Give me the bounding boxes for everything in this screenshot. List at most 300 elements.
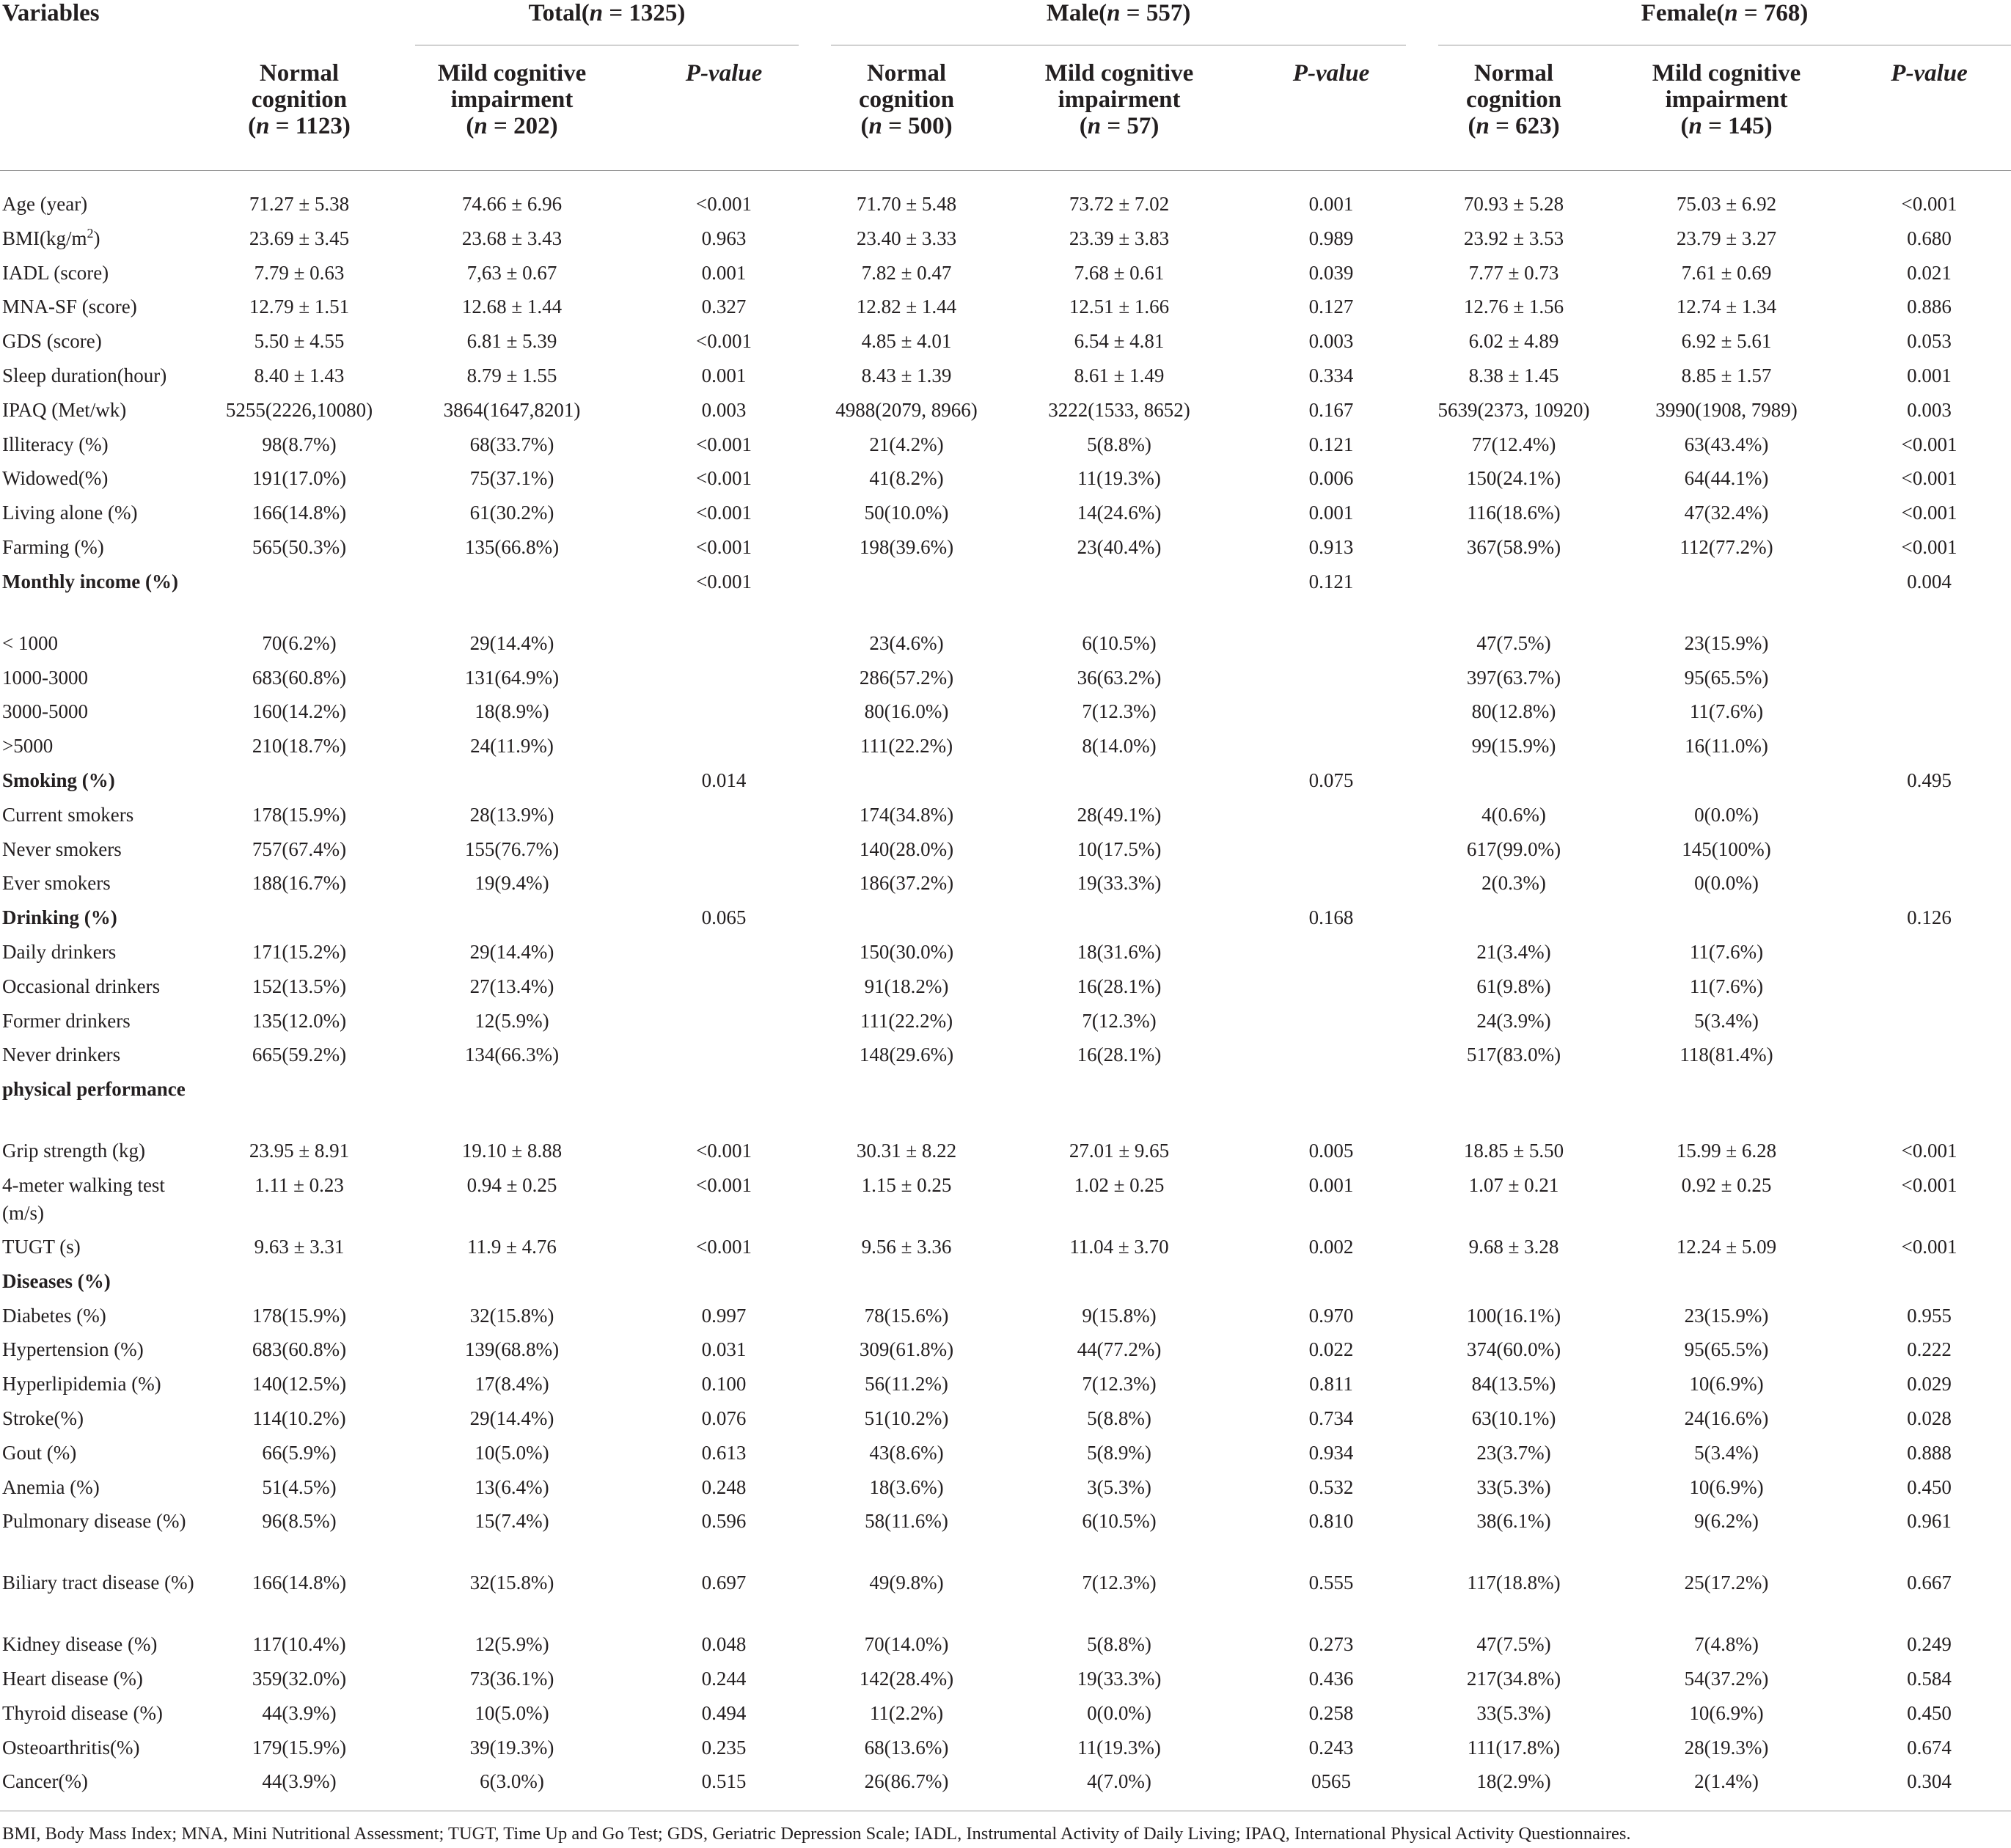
table-cell: 7(12.3%) bbox=[1082, 1373, 1157, 1396]
table-cell: 7(4.8%) bbox=[1694, 1633, 1759, 1656]
table-cell: 16(28.1%) bbox=[1077, 1044, 1162, 1066]
table-cell: 9.56 ± 3.36 bbox=[861, 1235, 952, 1258]
group-header-label: Female(n = 768) bbox=[1438, 0, 2011, 45]
table-cell: 68(33.7%) bbox=[469, 433, 554, 455]
table-cell: 71.70 ± 5.48 bbox=[856, 193, 957, 215]
table-cell: 70(6.2%) bbox=[262, 631, 337, 654]
table-row bbox=[0, 1731, 2011, 1765]
table-cell bbox=[1240, 626, 1422, 661]
table-row bbox=[0, 901, 2011, 935]
table-cell: <0.001 bbox=[1901, 1235, 1957, 1258]
table-row bbox=[0, 935, 2011, 969]
table-row bbox=[0, 1436, 2011, 1470]
table-row bbox=[0, 1696, 2011, 1731]
row-label: Farming (%) bbox=[2, 535, 104, 558]
table-cell: 0.031 bbox=[701, 1338, 747, 1361]
table-cell: 4.85 ± 4.01 bbox=[861, 330, 952, 353]
table-cell: 23.95 ± 8.91 bbox=[249, 1140, 350, 1162]
row-label: Pulmonary disease (%) bbox=[2, 1510, 186, 1533]
table-cell bbox=[1240, 729, 1422, 763]
table-cell: 0.734 bbox=[1308, 1407, 1354, 1429]
table-cell bbox=[1240, 935, 1422, 969]
table-cell: 80(16.0%) bbox=[864, 700, 949, 723]
table-cell: 8.79 ± 1.55 bbox=[466, 364, 557, 386]
table-cell: <0.001 bbox=[1901, 535, 1957, 558]
table-cell bbox=[1422, 901, 1605, 935]
table-footnote: BMI, Body Mass Index; MNA, Mini Nutritional Assessment; TUGT, Time Up and Go Test; GDS, Geriatric Depression Scale; IADL, Instrumental Activity of Daily Living; IPAQ, International Physical Activity Questionnaires. bbox=[2, 1824, 1631, 1844]
table-cell: 25(17.2%) bbox=[1684, 1572, 1769, 1594]
table-cell: 2(1.4%) bbox=[1605, 1764, 1847, 1811]
table-cell: 150(24.1%) bbox=[1466, 467, 1561, 490]
table-cell: 166(14.8%) bbox=[252, 502, 347, 524]
pvalue-header: P-value bbox=[1240, 45, 1422, 171]
table-row bbox=[0, 969, 2011, 1004]
table-cell: 75(37.1%) bbox=[469, 467, 554, 490]
table-cell: 1.15 ± 0.25 bbox=[861, 1173, 952, 1196]
table-cell: 114(10.2%) bbox=[252, 1407, 346, 1429]
table-cell: <0.001 bbox=[696, 467, 752, 490]
table-row bbox=[0, 221, 2011, 256]
table-cell bbox=[208, 565, 391, 626]
table-cell: 0.014 bbox=[701, 769, 747, 791]
table-cell: 0.273 bbox=[1308, 1633, 1354, 1656]
table-cell bbox=[1605, 565, 1847, 626]
table-row bbox=[0, 171, 2011, 221]
table-cell: 12.68 ± 1.44 bbox=[461, 296, 563, 318]
table-cell: 134(66.3%) bbox=[464, 1044, 560, 1066]
table-cell: 4988(2079, 8966) bbox=[835, 398, 978, 421]
table-cell: 19(33.3%) bbox=[1077, 1668, 1162, 1690]
table-cell: 23(40.4%) bbox=[1077, 535, 1162, 558]
table-cell: 5(3.4%) bbox=[1694, 1009, 1759, 1032]
table-cell: 0.334 bbox=[1308, 364, 1354, 386]
table-cell: 11.04 ± 3.70 bbox=[1069, 1235, 1169, 1258]
table-cell bbox=[1847, 935, 2011, 969]
row-label: Ever smokers bbox=[2, 872, 111, 895]
row-label: GDS (score) bbox=[2, 330, 102, 353]
table-cell: 29(14.4%) bbox=[469, 631, 554, 654]
table-cell: 3864(1647,8201) bbox=[443, 398, 581, 421]
table-cell bbox=[633, 694, 815, 729]
table-row bbox=[0, 290, 2011, 324]
table-cell bbox=[208, 1072, 391, 1134]
table-cell: 0.126 bbox=[1907, 906, 1952, 929]
table-cell bbox=[633, 935, 815, 969]
table-cell bbox=[1422, 565, 1605, 626]
table-cell: 74.66 ± 6.96 bbox=[461, 193, 563, 215]
table-cell: 23.79 ± 3.27 bbox=[1676, 227, 1777, 249]
row-label: Osteoarthritis(%) bbox=[2, 1736, 140, 1759]
table-cell: 0.450 bbox=[1907, 1475, 1952, 1498]
table-cell: 26(86.7%) bbox=[815, 1764, 998, 1811]
table-cell: 9.68 ± 3.28 bbox=[1468, 1235, 1559, 1258]
table-cell: 9(6.2%) bbox=[1694, 1510, 1759, 1533]
table-cell bbox=[1240, 866, 1422, 901]
table-cell: 6(3.0%) bbox=[391, 1764, 633, 1811]
table-cell: 18(2.9%) bbox=[1422, 1764, 1605, 1811]
table-cell: 32(15.8%) bbox=[469, 1304, 554, 1327]
table-cell: 27(13.4%) bbox=[469, 975, 554, 997]
table-cell: 178(15.9%) bbox=[252, 803, 347, 826]
table-cell: <0.001 bbox=[696, 535, 752, 558]
table-cell: 0.004 bbox=[1907, 570, 1952, 593]
table-cell: 0.495 bbox=[1907, 769, 1952, 791]
table-row bbox=[0, 256, 2011, 290]
variables-header: Variables bbox=[2, 0, 100, 26]
table-cell: 73(36.1%) bbox=[469, 1668, 554, 1690]
table-cell bbox=[391, 763, 633, 798]
table-cell: 12.76 ± 1.56 bbox=[1463, 296, 1564, 318]
header-spacer bbox=[0, 45, 208, 171]
table-cell: 17(8.4%) bbox=[475, 1373, 549, 1396]
table-cell: 135(66.8%) bbox=[464, 535, 560, 558]
table-cell bbox=[633, 661, 815, 695]
table-cell: 7.82 ± 0.47 bbox=[861, 261, 952, 284]
table-cell: 12.79 ± 1.51 bbox=[249, 296, 350, 318]
table-cell: <0.001 bbox=[696, 1140, 752, 1162]
table-cell bbox=[633, 832, 815, 867]
table-cell: 117(18.8%) bbox=[1467, 1572, 1561, 1594]
table-row bbox=[0, 1134, 2011, 1168]
table-cell bbox=[1847, 1264, 2011, 1299]
table-cell: 10(6.9%) bbox=[1689, 1373, 1764, 1396]
table-cell: 12(5.9%) bbox=[475, 1009, 549, 1032]
table-cell: 70(14.0%) bbox=[864, 1633, 949, 1656]
table-cell: 6.02 ± 4.89 bbox=[1468, 330, 1559, 353]
table-cell: 0.005 bbox=[1308, 1140, 1354, 1162]
table-cell bbox=[1240, 661, 1422, 695]
row-label: Heart disease (%) bbox=[2, 1668, 143, 1690]
table-cell: 0.003 bbox=[1907, 398, 1952, 421]
table-cell: 0.532 bbox=[1308, 1475, 1354, 1498]
subcolumn-header: Mild cognitive impairment (n = 145) bbox=[1605, 45, 1847, 171]
table-cell: 10(6.9%) bbox=[1689, 1475, 1764, 1498]
table-cell: 5(8.8%) bbox=[1087, 433, 1151, 455]
table-cell: 0.680 bbox=[1907, 227, 1952, 249]
table-cell: 19(33.3%) bbox=[1077, 872, 1162, 895]
table-cell: 3(5.3%) bbox=[1087, 1475, 1151, 1498]
table-cell: 77(12.4%) bbox=[1471, 433, 1556, 455]
table-cell: 1.11 ± 0.23 bbox=[254, 1173, 344, 1196]
table-cell: 15.99 ± 6.28 bbox=[1676, 1140, 1777, 1162]
table-cell: 49(9.8%) bbox=[869, 1572, 944, 1594]
table-cell bbox=[1847, 832, 2011, 867]
table-cell bbox=[1422, 1264, 1605, 1299]
table-cell: 0.100 bbox=[701, 1373, 747, 1396]
table-cell: 8.40 ± 1.43 bbox=[254, 364, 345, 386]
table-cell: 0.248 bbox=[701, 1475, 747, 1498]
table-cell: 24(16.6%) bbox=[1684, 1407, 1769, 1429]
table-cell bbox=[1240, 798, 1422, 832]
table-cell: <0.001 bbox=[696, 1235, 752, 1258]
table-cell bbox=[1847, 729, 2011, 763]
table-cell: 0.235 bbox=[701, 1736, 747, 1759]
row-label: Thyroid disease (%) bbox=[2, 1701, 163, 1724]
group-header bbox=[815, 0, 1422, 45]
row-label: Diabetes (%) bbox=[2, 1304, 106, 1327]
table-cell: 142(28.4%) bbox=[859, 1668, 954, 1690]
table-cell: 63(10.1%) bbox=[1471, 1407, 1556, 1429]
table-cell: 4(7.0%) bbox=[998, 1764, 1240, 1811]
table-cell: 0.001 bbox=[1308, 502, 1354, 524]
table-cell: 44(77.2%) bbox=[1077, 1338, 1162, 1361]
row-label: Diseases (%) bbox=[2, 1269, 111, 1292]
table-cell bbox=[633, 626, 815, 661]
table-cell: 0.258 bbox=[1308, 1701, 1354, 1724]
table-cell: 75.03 ± 6.92 bbox=[1676, 193, 1777, 215]
table-cell: 0.450 bbox=[1907, 1701, 1952, 1724]
table-cell: 0.065 bbox=[701, 906, 747, 929]
table-cell: 5639(2373, 10920) bbox=[1437, 398, 1590, 421]
table-cell bbox=[1847, 626, 2011, 661]
table-cell: 51(4.5%) bbox=[262, 1475, 337, 1498]
table-cell: 309(61.8%) bbox=[859, 1338, 954, 1361]
table-cell bbox=[391, 901, 633, 935]
table-cell: <0.001 bbox=[1901, 193, 1957, 215]
table-cell: 217(34.8%) bbox=[1466, 1668, 1561, 1690]
table-cell: 7(12.3%) bbox=[1082, 1009, 1157, 1032]
table-cell bbox=[633, 1038, 815, 1072]
row-label: Stroke(%) bbox=[2, 1407, 84, 1429]
table-cell: 16(28.1%) bbox=[1077, 975, 1162, 997]
table-cell: 80(12.8%) bbox=[1471, 700, 1556, 723]
table-cell bbox=[633, 1072, 815, 1134]
table-cell bbox=[1240, 694, 1422, 729]
table-cell: 145(100%) bbox=[1682, 837, 1771, 860]
table-row bbox=[0, 1168, 2011, 1230]
table-cell: 116(18.6%) bbox=[1467, 502, 1561, 524]
table-cell: 0.243 bbox=[1308, 1736, 1354, 1759]
table-cell: <0.001 bbox=[1901, 433, 1957, 455]
row-label: >5000 bbox=[2, 735, 54, 758]
table-row bbox=[0, 565, 2011, 626]
table-cell bbox=[1847, 1004, 2011, 1038]
table-cell: 43(8.6%) bbox=[869, 1441, 944, 1464]
table-cell: 5(8.8%) bbox=[1087, 1407, 1151, 1429]
table-cell: 63(43.4%) bbox=[1684, 433, 1769, 455]
table-cell: 23.40 ± 3.33 bbox=[856, 227, 957, 249]
table-row bbox=[0, 428, 2011, 462]
table-cell: 1.07 ± 0.21 bbox=[1468, 1173, 1559, 1196]
table-cell: 0.955 bbox=[1907, 1304, 1952, 1327]
table-cell bbox=[208, 763, 391, 798]
table-cell: 18(8.9%) bbox=[475, 700, 549, 723]
table-cell bbox=[998, 565, 1240, 626]
table-cell bbox=[1605, 763, 1847, 798]
table-cell: 36(63.2%) bbox=[1077, 666, 1162, 689]
table-cell bbox=[1605, 901, 1847, 935]
table-cell: 111(22.2%) bbox=[860, 1009, 953, 1032]
table-cell: 0(0.0%) bbox=[1694, 872, 1759, 895]
table-cell: 0.222 bbox=[1907, 1338, 1952, 1361]
table-row bbox=[0, 393, 2011, 428]
table-cell: 6(10.5%) bbox=[1082, 631, 1157, 654]
table-cell: 0.075 bbox=[1308, 769, 1354, 791]
table-cell: 16(11.0%) bbox=[1685, 735, 1768, 758]
table-cell: 117(10.4%) bbox=[252, 1633, 346, 1656]
table-cell: 178(15.9%) bbox=[252, 1304, 347, 1327]
table-cell: <0.001 bbox=[696, 433, 752, 455]
table-cell: 44(3.9%) bbox=[262, 1701, 337, 1724]
table-cell: 174(34.8%) bbox=[859, 803, 954, 826]
table-cell: 23.68 ± 3.43 bbox=[461, 227, 563, 249]
table-cell: 0.244 bbox=[701, 1668, 747, 1690]
table-cell: 148(29.6%) bbox=[859, 1044, 954, 1066]
table-cell: 0.888 bbox=[1907, 1441, 1952, 1464]
table-cell: 155(76.7%) bbox=[464, 837, 560, 860]
table-cell: 0.001 bbox=[1907, 364, 1952, 386]
table-cell: 0.249 bbox=[1907, 1633, 1952, 1656]
table-cell: <0.001 bbox=[696, 330, 752, 353]
table-cell: 23(15.9%) bbox=[1684, 631, 1769, 654]
table-cell: 0.003 bbox=[701, 398, 747, 421]
table-cell: 0.002 bbox=[1308, 1235, 1354, 1258]
table-row bbox=[0, 626, 2011, 661]
row-label: $BMI(kg/m^2)$ bbox=[2, 225, 100, 249]
table-cell: 374(60.0%) bbox=[1466, 1338, 1561, 1361]
table-cell: 0.934 bbox=[1308, 1441, 1354, 1464]
table-row bbox=[0, 496, 2011, 530]
group-header bbox=[1422, 0, 2011, 45]
table-cell bbox=[1847, 969, 2011, 1004]
table-cell: 0.997 bbox=[701, 1304, 747, 1327]
table-cell: 367(58.9%) bbox=[1466, 535, 1561, 558]
table-row bbox=[0, 1566, 2011, 1627]
table-cell: 565(50.3%) bbox=[252, 535, 347, 558]
table-cell: 21(4.2%) bbox=[869, 433, 944, 455]
table-cell bbox=[1240, 1004, 1422, 1038]
table-cell: 58(11.6%) bbox=[865, 1510, 948, 1533]
table-cell bbox=[633, 866, 815, 901]
table-cell: 0.029 bbox=[1907, 1373, 1952, 1396]
table-cell: 12.74 ± 1.34 bbox=[1676, 296, 1777, 318]
row-label: < 1000 bbox=[2, 631, 58, 654]
table-cell: 0.886 bbox=[1907, 296, 1952, 318]
table-row bbox=[0, 866, 2011, 901]
table-cell bbox=[633, 969, 815, 1004]
table-cell: 32(15.8%) bbox=[469, 1572, 554, 1594]
row-label: TUGT (s) bbox=[2, 1235, 81, 1258]
row-label: Never smokers bbox=[2, 837, 122, 860]
table-cell: 47(32.4%) bbox=[1684, 502, 1769, 524]
table-cell: 29(14.4%) bbox=[469, 1407, 554, 1429]
table-cell: 19.10 ± 8.88 bbox=[461, 1140, 563, 1162]
table-cell: 23.39 ± 3.83 bbox=[1069, 227, 1170, 249]
table-row bbox=[0, 694, 2011, 729]
table-cell: <0.001 bbox=[1901, 1173, 1957, 1196]
row-label: Age (year) bbox=[2, 193, 88, 215]
table-cell bbox=[815, 763, 998, 798]
table-cell: 7,63 ± 0.67 bbox=[466, 261, 557, 284]
table-cell: 0.167 bbox=[1308, 398, 1354, 421]
subcolumn-header: Normal cognition (n = 500) bbox=[815, 45, 998, 171]
table-cell: 617(99.0%) bbox=[1466, 837, 1561, 860]
table-cell bbox=[815, 901, 998, 935]
table-cell: 73.72 ± 7.02 bbox=[1069, 193, 1170, 215]
table-cell: 0.053 bbox=[1907, 330, 1952, 353]
table-cell bbox=[633, 798, 815, 832]
row-label: Hypertension (%) bbox=[2, 1338, 144, 1361]
table-cell: 397(63.7%) bbox=[1466, 666, 1561, 689]
table-cell bbox=[391, 1264, 633, 1299]
table-cell: 0565 bbox=[1240, 1764, 1422, 1811]
row-label: Daily drinkers bbox=[2, 940, 117, 963]
table-cell bbox=[633, 1264, 815, 1299]
table-cell: 0.028 bbox=[1907, 1407, 1952, 1429]
table-cell: 10(5.0%) bbox=[475, 1441, 549, 1464]
table-cell: 95(65.5%) bbox=[1684, 1338, 1769, 1361]
table-cell: 11(19.3%) bbox=[1077, 467, 1161, 490]
header-row-groups bbox=[0, 0, 2011, 45]
subcolumn-header: Normal cognition (n = 623) bbox=[1422, 45, 1605, 171]
table-cell: 0.001 bbox=[701, 364, 747, 386]
row-label: Grip strength (kg) bbox=[2, 1140, 145, 1162]
row-label: Occasional drinkers bbox=[2, 975, 161, 997]
table-cell: 38(6.1%) bbox=[1476, 1510, 1551, 1533]
table-row bbox=[0, 1332, 2011, 1367]
table-cell: 100(16.1%) bbox=[1466, 1304, 1561, 1327]
table-row bbox=[0, 359, 2011, 393]
table-cell: 0.913 bbox=[1308, 535, 1354, 558]
table-row bbox=[0, 1401, 2011, 1436]
table-cell: 517(83.0%) bbox=[1466, 1044, 1561, 1066]
table-row bbox=[0, 763, 2011, 798]
table-cell: 0.048 bbox=[701, 1633, 747, 1656]
table-cell: 6(10.5%) bbox=[1082, 1510, 1157, 1533]
table-row bbox=[0, 1038, 2011, 1072]
table-cell: 39(19.3%) bbox=[469, 1736, 554, 1759]
table-cell: 683(60.8%) bbox=[252, 1338, 347, 1361]
table-cell: 198(39.6%) bbox=[859, 535, 954, 558]
table-cell bbox=[208, 1264, 391, 1299]
table-cell: 166(14.8%) bbox=[252, 1572, 347, 1594]
table-cell bbox=[1605, 1072, 1847, 1134]
table-cell: <0.001 bbox=[696, 502, 752, 524]
table-cell: 18(31.6%) bbox=[1077, 940, 1162, 963]
row-label: Kidney disease (%) bbox=[2, 1633, 158, 1656]
table-cell: 7.68 ± 0.61 bbox=[1074, 261, 1165, 284]
table-cell bbox=[1240, 1264, 1422, 1299]
table-cell: 9.63 ± 3.31 bbox=[254, 1235, 345, 1258]
row-label: MNA-SF (score) bbox=[2, 296, 137, 318]
table-row bbox=[0, 661, 2011, 695]
table-cell: 140(28.0%) bbox=[859, 837, 954, 860]
table-cell: 0.039 bbox=[1308, 261, 1354, 284]
table-cell: 21(3.4%) bbox=[1476, 940, 1551, 963]
table-cell: 131(64.9%) bbox=[464, 666, 560, 689]
table-cell: 210(18.7%) bbox=[252, 735, 347, 758]
table-cell: 41(8.2%) bbox=[869, 467, 944, 490]
table-cell: 179(15.9%) bbox=[252, 1736, 347, 1759]
table-cell: 28(19.3%) bbox=[1684, 1736, 1769, 1759]
table-cell: 118(81.4%) bbox=[1680, 1044, 1773, 1066]
table-cell bbox=[998, 763, 1240, 798]
table-cell: 23(4.6%) bbox=[869, 631, 944, 654]
table-cell bbox=[1847, 1072, 2011, 1134]
table-cell: 98(8.7%) bbox=[262, 433, 337, 455]
table-cell: 56(11.2%) bbox=[865, 1373, 948, 1396]
table-cell: 0.94 ± 0.25 bbox=[466, 1173, 557, 1196]
table-cell: 139(68.8%) bbox=[464, 1338, 560, 1361]
table-cell: 0.076 bbox=[701, 1407, 747, 1429]
row-label: Former drinkers bbox=[2, 1009, 131, 1032]
table-cell: 160(14.2%) bbox=[252, 700, 347, 723]
table-cell: 112(77.2%) bbox=[1680, 535, 1773, 558]
table-cell: <0.001 bbox=[1901, 502, 1957, 524]
table-cell: 12(5.9%) bbox=[475, 1633, 549, 1656]
table-row bbox=[0, 1004, 2011, 1038]
subcolumn-header: Mild cognitive impairment (n = 202) bbox=[391, 45, 633, 171]
